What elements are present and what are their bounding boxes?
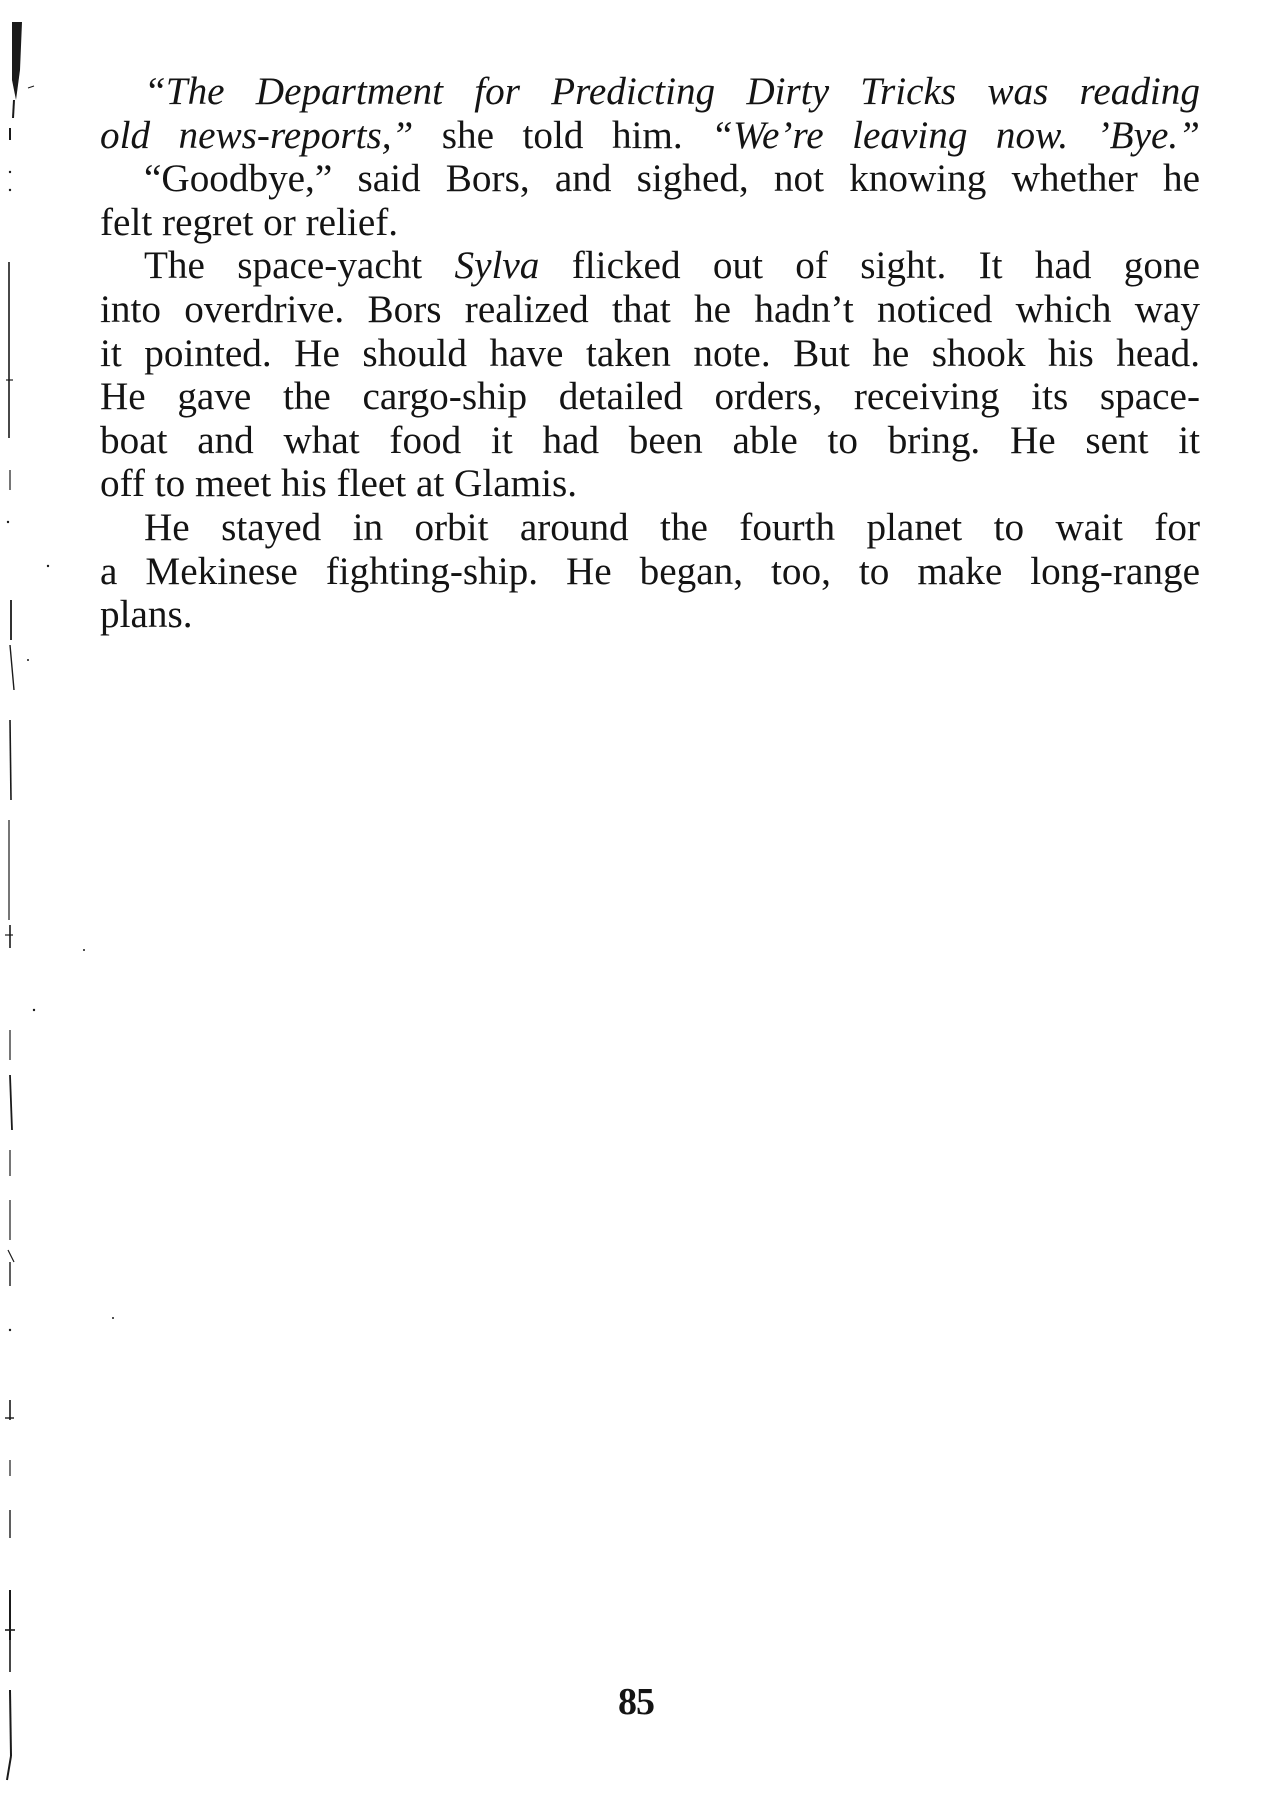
text-line bbox=[100, 70, 1200, 114]
text-run: it pointed. He should have taken note. But he shook his head. bbox=[100, 331, 1200, 375]
text-line bbox=[100, 114, 1200, 158]
text-line bbox=[100, 201, 1200, 245]
text-line bbox=[100, 550, 1200, 594]
text-run: felt regret or relief. bbox=[100, 200, 399, 244]
text-run: off to meet his fleet at Glamis. bbox=[100, 462, 578, 506]
text-run: flicked out of sight. It had gone bbox=[539, 244, 1200, 288]
italic-run: “The Department for Predicting Dirty Tricks was reading bbox=[144, 70, 1200, 113]
body-text bbox=[100, 70, 1200, 637]
page-number: 85 bbox=[618, 1681, 654, 1723]
text-line bbox=[100, 506, 1200, 550]
text-run: “Goodbye,” said Bors, and sighed, not knowing whether he bbox=[144, 157, 1200, 201]
text-line bbox=[100, 419, 1200, 463]
text-line bbox=[100, 462, 1200, 506]
text-line bbox=[100, 593, 1200, 637]
paragraph bbox=[100, 70, 1200, 157]
text-run: she told him. bbox=[413, 113, 712, 157]
text-run: The space-yacht bbox=[144, 244, 455, 288]
paragraph bbox=[100, 506, 1200, 637]
text-run: boat and what food it had been able to bring. He sent it bbox=[100, 418, 1200, 462]
text-line bbox=[100, 157, 1200, 201]
text-run: He gave the cargo-ship detailed orders, receiving its space- bbox=[100, 375, 1200, 419]
italic-run: old news-reports,” bbox=[100, 113, 414, 157]
text-run: a Mekinese fighting-ship. He began, too, to make long-range bbox=[100, 549, 1200, 593]
italic-run: Sylva bbox=[454, 244, 540, 288]
paragraph bbox=[100, 244, 1200, 506]
paragraph bbox=[100, 157, 1200, 244]
text-line bbox=[100, 288, 1200, 332]
text-run: into overdrive. Bors realized that he hadn’t noticed which way bbox=[100, 287, 1200, 331]
text-line bbox=[100, 244, 1200, 288]
text-run: He stayed in orbit around the fourth planet to wait for bbox=[144, 505, 1200, 549]
text-line bbox=[100, 332, 1200, 376]
text-run: plans. bbox=[100, 593, 193, 637]
text-line bbox=[100, 375, 1200, 419]
italic-run: “We’re leaving now. ’Bye.” bbox=[711, 113, 1200, 157]
